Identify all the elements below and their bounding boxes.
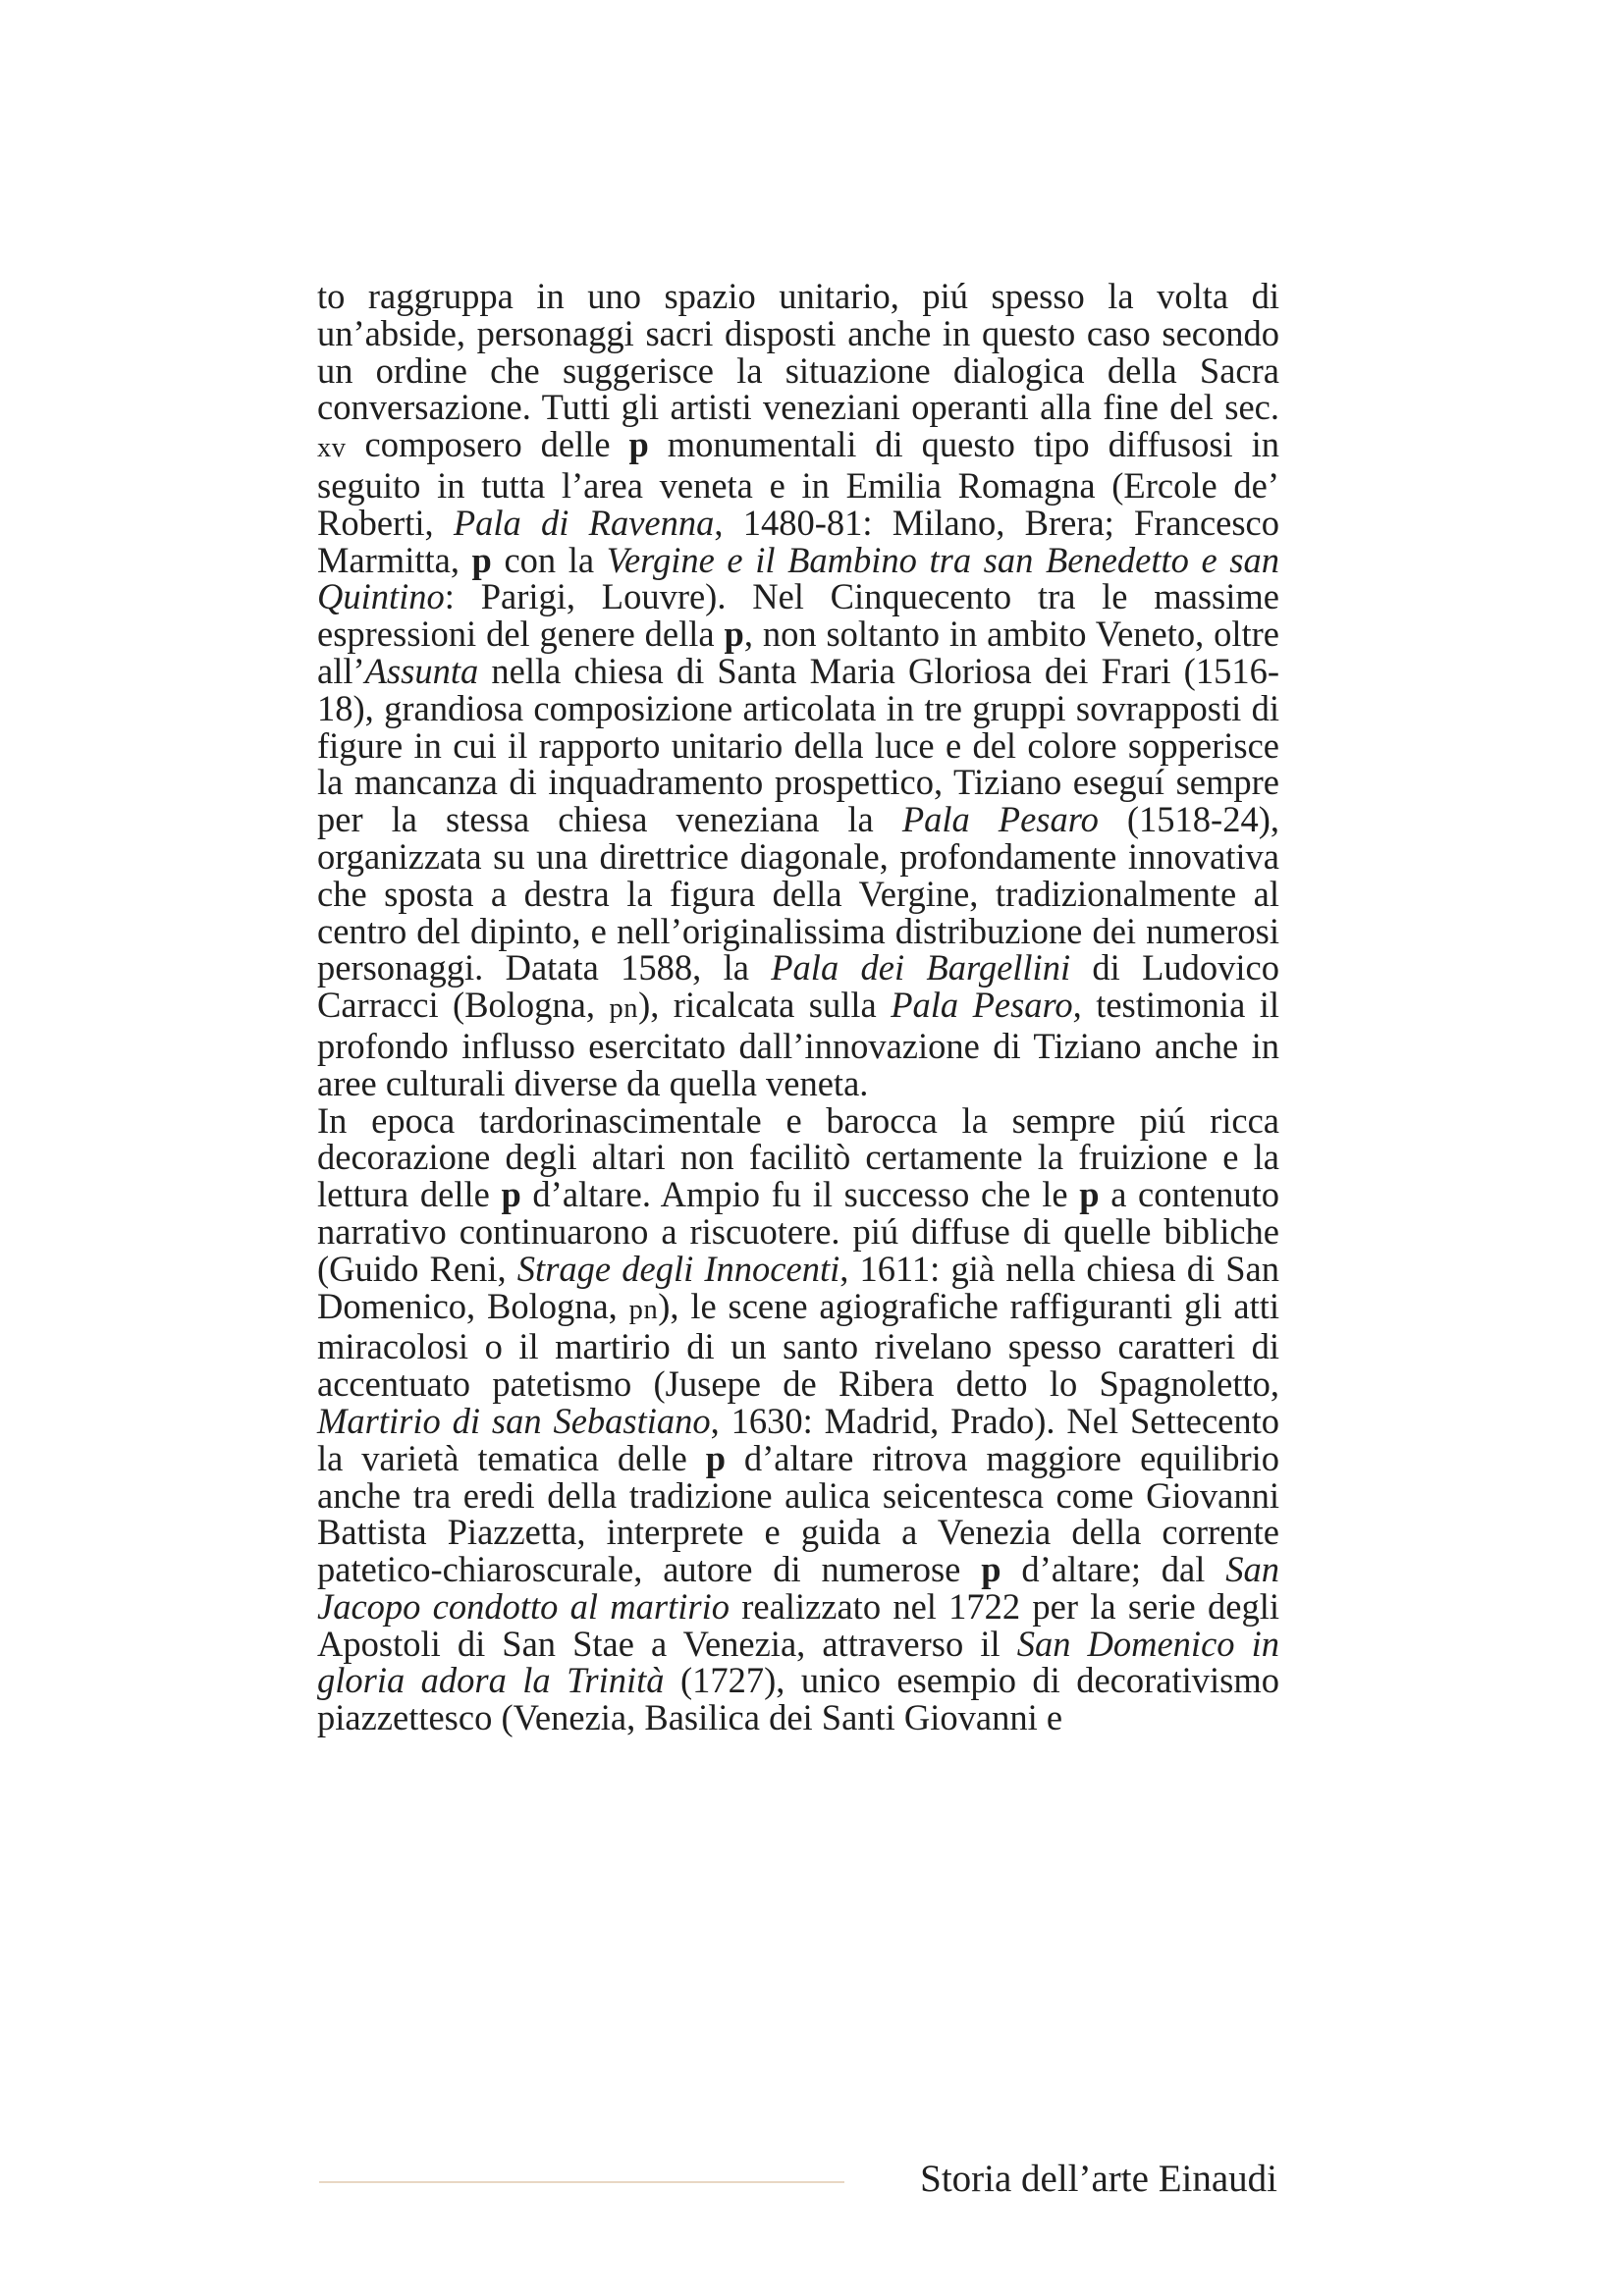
- entry-abbreviation: p: [1079, 1174, 1100, 1215]
- entry-abbreviation: p: [471, 539, 492, 580]
- entry-abbreviation: p: [724, 614, 744, 655]
- paragraph: [317, 278, 1279, 1102]
- italic-title: Vergine e il Bambino tra san Benedetto e san Quintino: [317, 539, 1279, 617]
- italic-title: Assunta: [364, 650, 479, 691]
- text-run: composero delle: [346, 424, 629, 465]
- text-run: di Ludovico Carracci (Bologna,: [317, 947, 1280, 1026]
- italic-title: Pala Pesaro: [901, 799, 1099, 840]
- text-run: nella chiesa di Santa Maria Gloriosa dei Frari (1516-18), grandiosa composizione articolata in tre gruppi sovrapposti di figure in cui il rapporto unitario della luce e del colore sopperisce la mancanza di inquadramento prospettico, Tiziano eseguí sempre per la stessa chiesa veneziana la: [317, 650, 1279, 840]
- italic-title: San Jacopo condotto al martirio: [317, 1549, 1279, 1627]
- paragraph: [317, 1099, 1279, 1738]
- text-run: , 1611: già nella chiesa di San Domenico, Bologna,: [317, 1248, 1279, 1326]
- italic-title: Pala Pesaro,: [891, 985, 1082, 1026]
- text-run: , 1630: Madrid, Prado). Nel Settecento la varietà tematica delle: [317, 1400, 1279, 1478]
- italic-title: Strage degli Innocenti: [516, 1248, 840, 1289]
- text-run: : Parigi, Louvre). Nel Cinquecento tra le massime espressioni del genere della: [317, 576, 1279, 655]
- text-run: (1518-24), organizzata su una direttrice diagonale, profondamente innovativa che sposta a destra la figura della Vergine, tradizionalmente al centro del dipinto, e nell’originalissima distribuzione dei numerosi personaggi. Datata 1588, la: [317, 799, 1279, 988]
- text-run: monumentali di questo tipo diffusosi in seguito in tutta l’area veneta e in Emilia Romagna (Ercole de’ Roberti,: [317, 424, 1279, 543]
- italic-title: Pala di Ravenna: [453, 502, 715, 543]
- text-run: d’altare; dal: [1001, 1549, 1226, 1590]
- text-run: In epoca tardorinascimentale e barocca la sempre piú ricca decorazione degli altari non facilitò certamente la fruizione e la lettura delle: [317, 1099, 1279, 1215]
- entry-abbreviation: p: [981, 1549, 1001, 1590]
- small-caps-text: pn: [628, 1294, 659, 1325]
- italic-title: Pala dei Bargellini: [771, 947, 1071, 988]
- text-run: ), ricalcata sulla: [638, 985, 892, 1026]
- text-run: , 1480-81: Milano, Brera; Francesco Marmitta,: [317, 502, 1279, 580]
- body-text: [317, 278, 1279, 1736]
- text-run: con la: [491, 539, 607, 580]
- small-caps-text: xv: [317, 433, 347, 464]
- footer-title: Storia dell’arte Einaudi: [920, 2158, 1277, 2200]
- entry-abbreviation: p: [628, 424, 649, 465]
- entry-abbreviation: p: [501, 1174, 521, 1215]
- entry-abbreviation: p: [705, 1437, 726, 1478]
- text-run: d’altare ritrova maggiore equilibrio anche tra eredi della tradizione aulica seicentesca come Giovanni Battista Piazzetta, interprete e guida a Venezia della corrente patetico-chiaroscurale, autore di numerose: [317, 1437, 1279, 1590]
- text-run: realizzato nel 1722 per la serie degli Apostoli di San Stae a Venezia, attraverso il: [317, 1585, 1279, 1664]
- text-run: (1727), unico esempio di decorativismo piazzettesco (Venezia, Basilica dei Santi Giovanni e: [317, 1660, 1279, 1738]
- footer-rule: [319, 2181, 844, 2183]
- text-run: testimonia il profondo influsso esercitato dall’innovazione di Tiziano anche in aree culturali diverse da quella veneta.: [317, 985, 1279, 1103]
- text-run: ), le scene agiografiche raffiguranti gli atti miracolosi o il martirio di un santo rivelano spesso caratteri di accentuato patetismo (Jusepe de Ribera detto lo Spagnoletto,: [317, 1285, 1279, 1405]
- italic-title: Martirio di san Sebastiano: [317, 1400, 711, 1441]
- text-run: d’altare. Ampio fu il successo che le: [520, 1174, 1080, 1215]
- text-run: a contenuto narrativo continuarono a riscuotere. piú diffuse di quelle bibliche (Guido Reni,: [317, 1174, 1279, 1289]
- italic-title: San Domenico in gloria adora la Trinità: [317, 1623, 1279, 1701]
- small-caps-text: pn: [609, 993, 639, 1025]
- text-run: to raggruppa in uno spazio unitario, piú spesso la volta di un’abside, personaggi sacri disposti anche in questo caso secondo un ordine che suggerisce la situazione dialogica della Sacra conversazione. Tutti gli artisti veneziani operanti alla fine del sec.: [317, 276, 1279, 428]
- text-run: , non soltanto in ambito Veneto, oltre all’: [317, 614, 1279, 691]
